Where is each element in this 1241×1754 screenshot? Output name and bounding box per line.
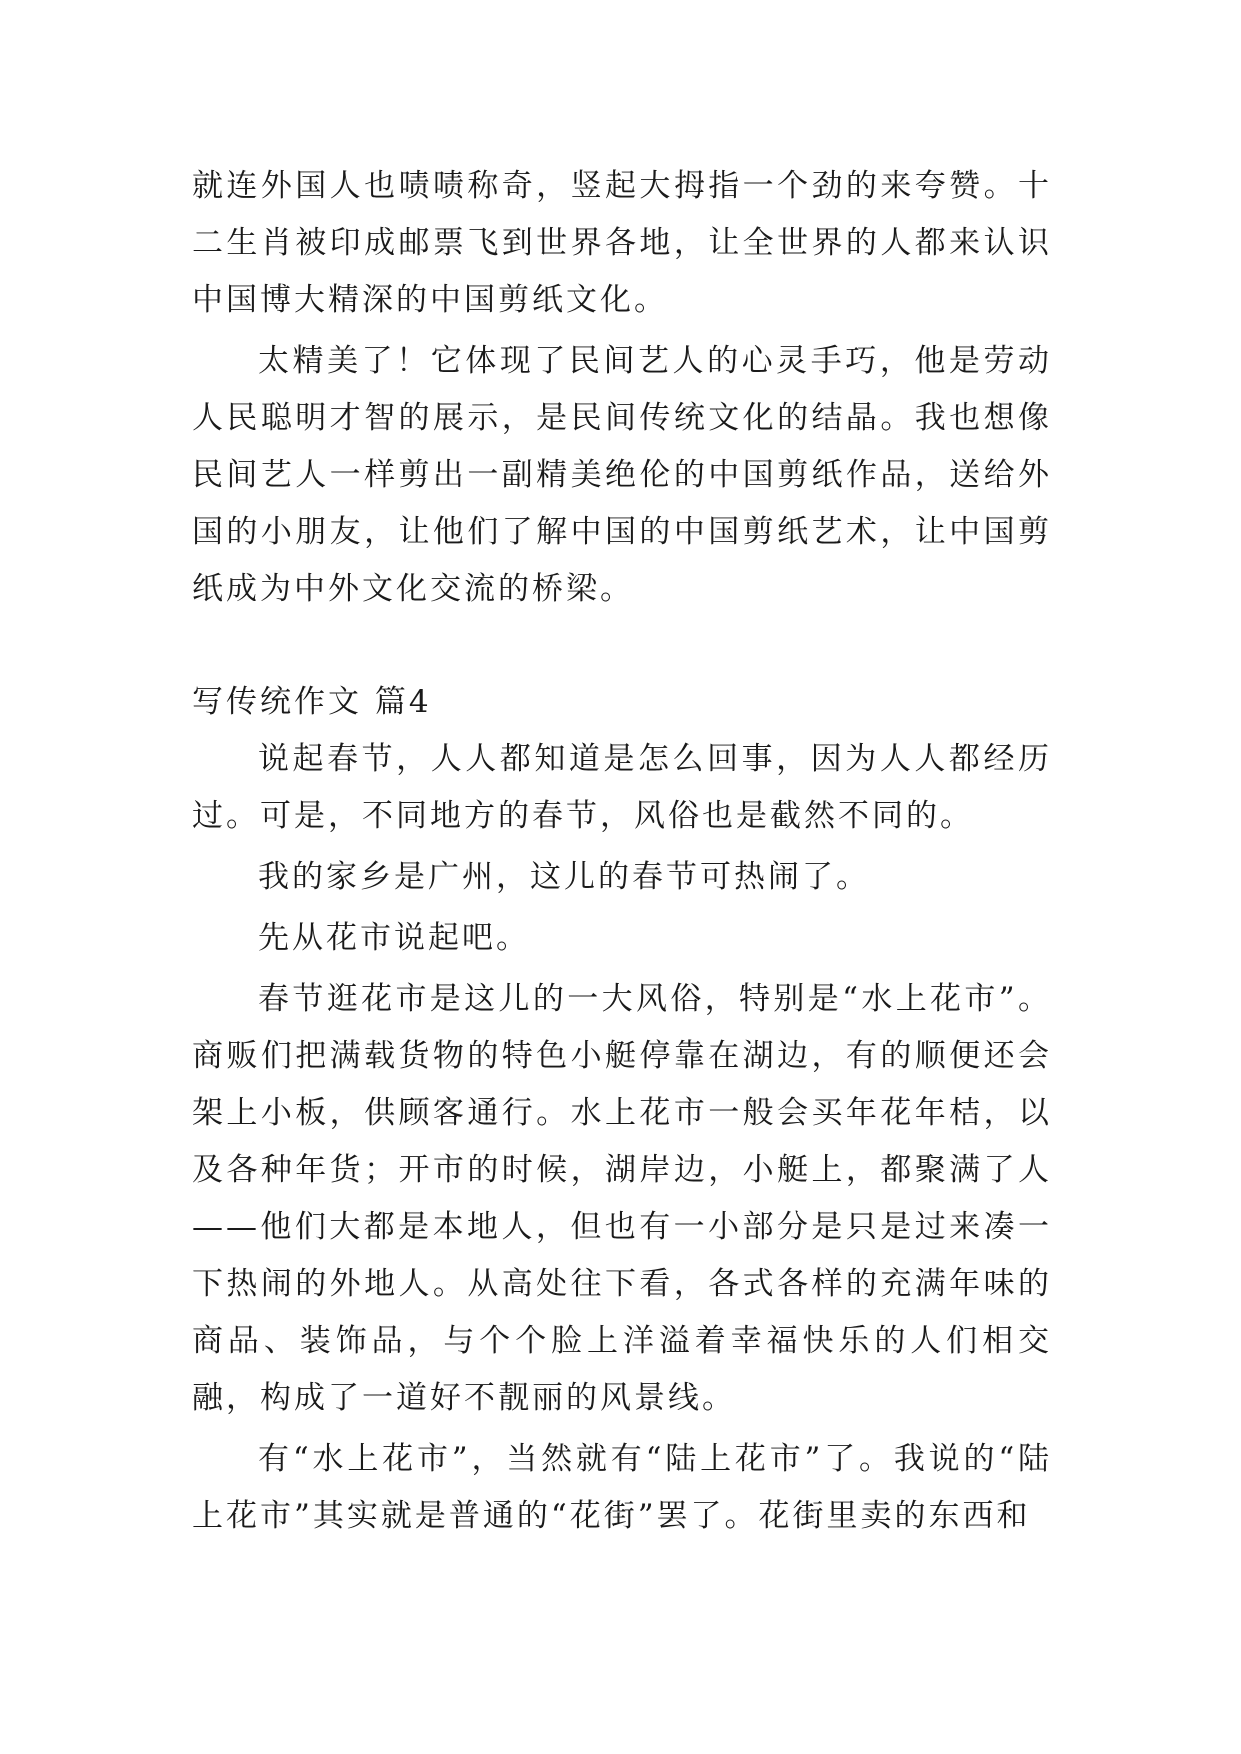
- paragraph-water-flower-market: 春节逛花市是这儿的一大风俗，特别是“水上花市”。商贩们把满载货物的特色小艇停靠在湖边，有的顺便还会架上小板，供顾客通行。水上花市一般会买年花年桔，以及各种年货；开市的时候，湖岸边，小艇上，都聚满了人——他们大都是本地人，但也有一小部分是只是过来凑一下热闹的外地人。从高处往下看，各式各样的充满年味的商品、装饰品，与个个脸上洋溢着幸福快乐的人们相交融，构成了一道好不靓丽的风景线。: [192, 981, 1052, 1416]
- paragraph-flower-market-start: 先从花市说起吧。: [258, 920, 530, 956]
- paragraph-spring-festival-intro: 说起春节，人人都知道是怎么回事，因为人人都经历过。可是，不同地方的春节，风俗也是截然不同的。: [192, 741, 1052, 834]
- paragraph-hometown: 我的家乡是广州，这儿的春节可热闹了。: [258, 859, 870, 895]
- document-body: [192, 158, 1052, 1545]
- paragraph-continuation: 就连外国人也啧啧称奇，竖起大拇指一个劲的来夸赞。十二生肖被印成邮票飞到世界各地，让全世界的人都来认识中国博大精深的中国剪纸文化。: [192, 168, 1052, 318]
- paragraph-papercut-praise: 太精美了！它体现了民间艺人的心灵手巧，他是劳动人民聪明才智的展示，是民间传统文化的结晶。我也想像民间艺人一样剪出一副精美绝伦的中国剪纸作品，送给外国的小朋友，让他们了解中国的中国剪纸艺术，让中国剪纸成为中外文化交流的桥梁。: [192, 343, 1052, 607]
- section-heading: 写传统作文 篇4: [192, 684, 432, 720]
- paragraph-land-flower-market: 有“水上花市”，当然就有“陆上花市”了。我说的“陆上花市”其实就是普通的“花街”罢了。花街里卖的东西和: [192, 1441, 1052, 1534]
